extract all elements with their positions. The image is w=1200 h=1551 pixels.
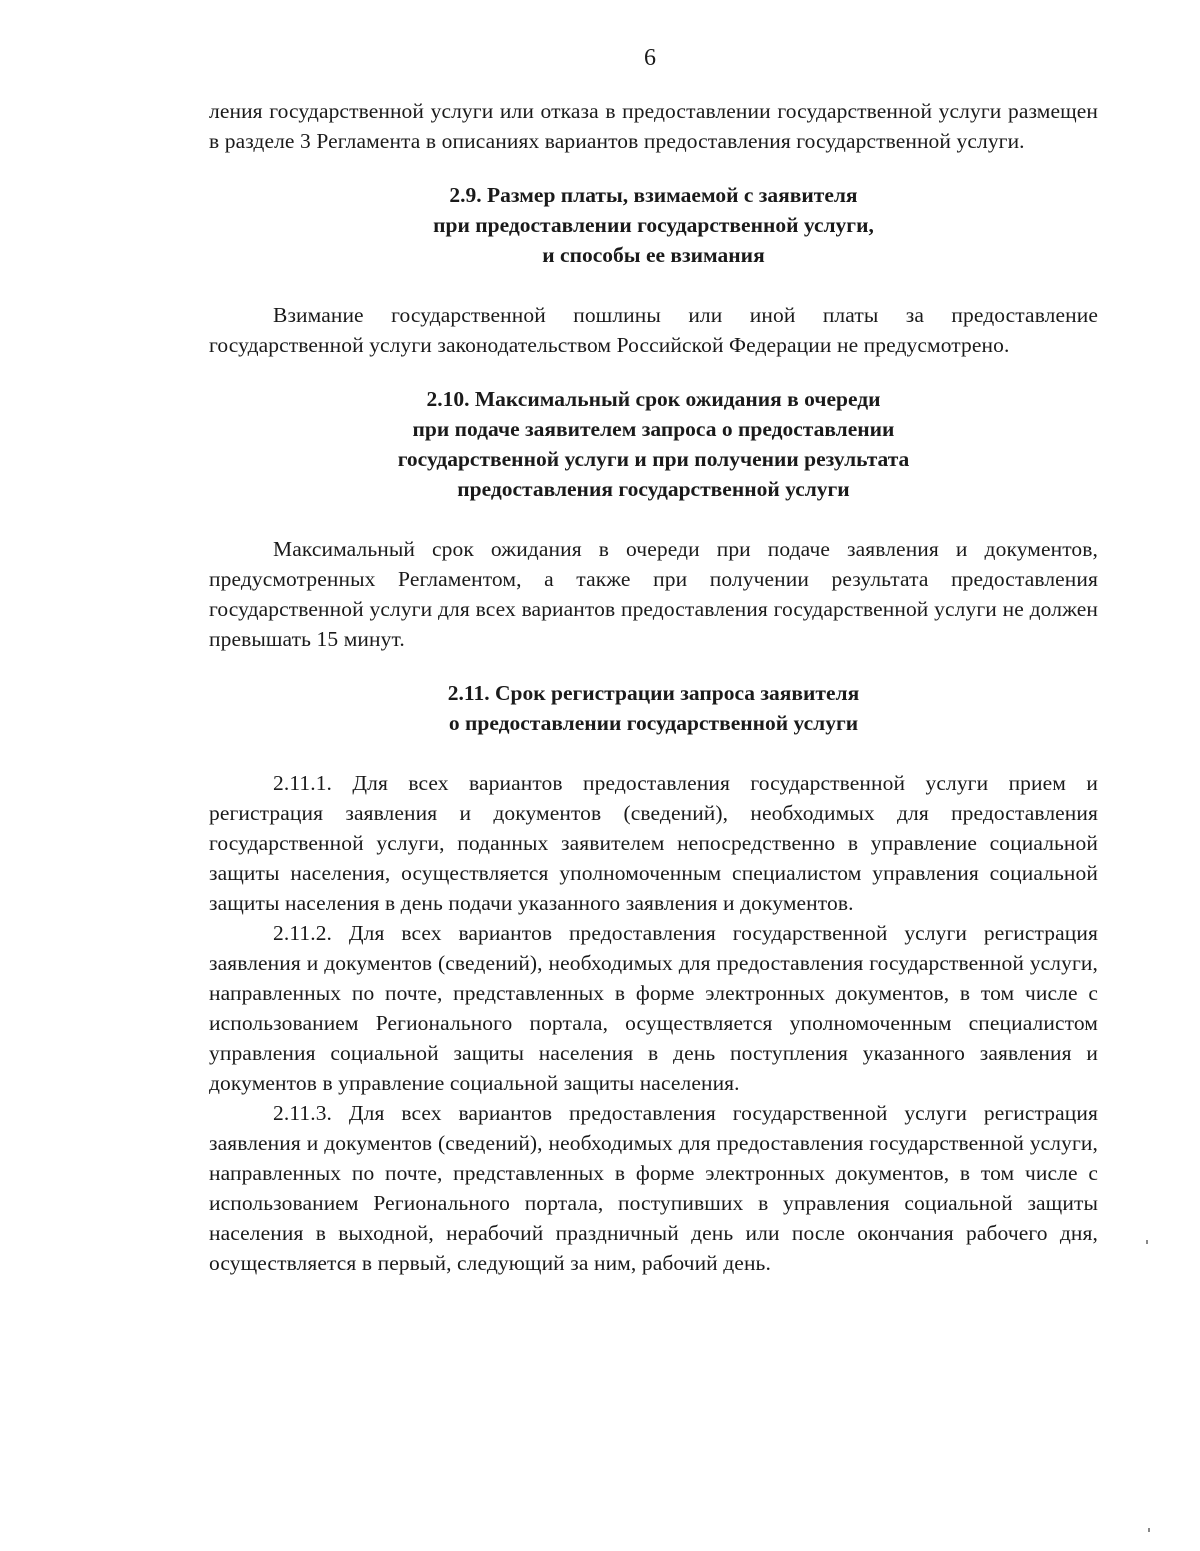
section-2-11-2-text: 2.11.2. Для всех вариантов предоставления государственной услуги регистрация заявления и документов (сведений), необходимых для предоставления государственной услуги, направленных по почте, представленных в форме электронных документов, в том числе с использованием Регионального портала, осуществляется уполномоченным специалистом управления социальной защиты населения в день поступления указанного заявления и документов в управление социальной защиты населения. <box>209 921 1098 1095</box>
heading-line: 2.10. Максимальный срок ожидания в очереди <box>426 387 881 411</box>
section-2-10-heading <box>209 384 1098 504</box>
heading-line: при подаче заявителем запроса о предоставлении <box>412 417 895 441</box>
page-number: 6 <box>644 45 656 71</box>
page-content <box>209 96 1098 1278</box>
heading-line: 2.9. Размер платы, взимаемой с заявителя <box>449 183 858 207</box>
scan-speck <box>1146 1240 1148 1244</box>
section-2-9-heading <box>209 180 1098 270</box>
heading-line: предоставления государственной услуги <box>457 477 850 501</box>
section-2-11-1-text: 2.11.1. Для всех вариантов предоставления государственной услуги прием и регистрация заявления и документов (сведений), необходимых для предоставления государственной услуги, поданных заявителем непосредственно в управление социальной защиты населения, осуществляется уполномоченным специалистом управления социальной защиты населения в день подачи указанного заявления и документов. <box>209 771 1098 915</box>
heading-line: 2.11. Срок регистрации запроса заявителя <box>447 681 860 705</box>
section-2-11-3-text: 2.11.3. Для всех вариантов предоставления государственной услуги регистрация заявления и документов (сведений), необходимых для предоставления государственной услуги, направленных по почте, представленных в форме электронных документов, в том числе с использованием Регионального портала, поступивших в управления социальной защиты населения в выходной, нерабочий праздничный день или после окончания рабочего дня, осуществляется в первый, следующий за ним, рабочий день. <box>209 1101 1098 1275</box>
heading-line: государственной услуги и при получении результата <box>397 447 910 471</box>
heading-line: о предоставлении государственной услуги <box>448 711 859 735</box>
intro-paragraph: ления государственной услуги или отказа в предоставлении государственной услуги размещен в разделе 3 Регламента в описаниях вариантов предоставления государственной услуги. <box>209 99 1098 153</box>
section-2-10-text: Максимальный срок ожидания в очереди при подаче заявления и документов, предусмотренных Регламентом, а также при получении результата предоставления государственной услуги для всех вариантов предоставления государственной услуги не должен превышать 15 минут. <box>209 537 1098 651</box>
scan-speck <box>1148 1528 1150 1532</box>
section-2-11-heading <box>209 678 1098 738</box>
section-2-9-text: Взимание государственной пошлины или иной платы за предоставление государственной услуги законодательством Российской Федерации не предусмотрено. <box>209 303 1098 357</box>
heading-line: при предоставлении государственной услуги, <box>433 213 874 237</box>
heading-line: и способы ее взимания <box>542 243 765 267</box>
